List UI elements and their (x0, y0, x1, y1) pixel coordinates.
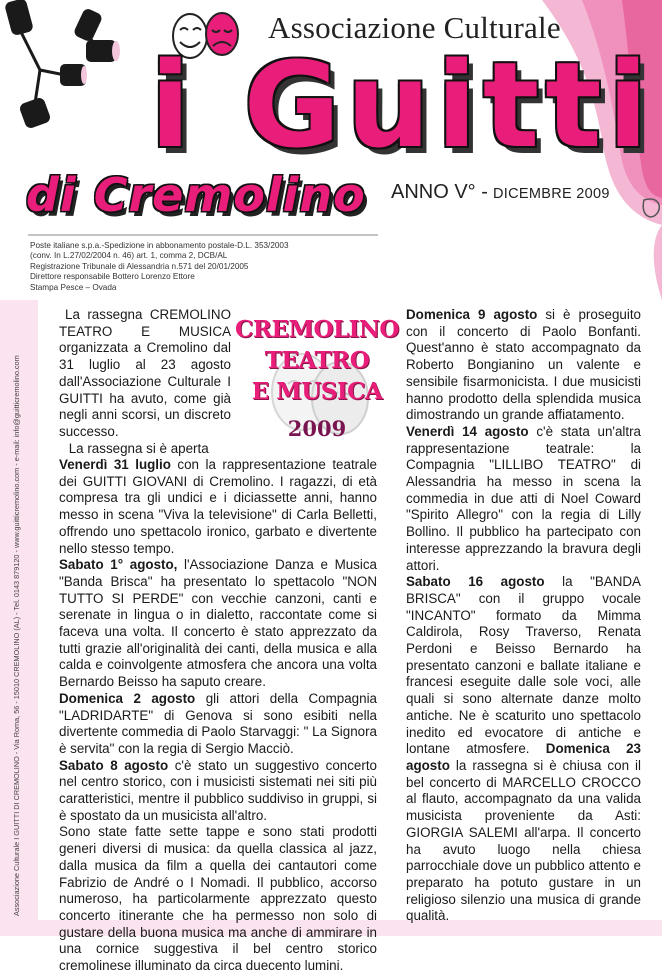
paragraph (406, 307, 641, 424)
registration-line: (conv. In L.27/02/2004 n. 46) art. 1, comma 2, DCB/AL (30, 251, 228, 261)
paragraph (59, 758, 377, 825)
registration-line: Stampa Pesce – Ovada (30, 282, 117, 292)
registration-divider (28, 234, 378, 236)
issue-year: ANNO V° - (391, 181, 488, 203)
article-column-left (59, 457, 377, 975)
paragraph (59, 691, 377, 758)
event-date: Venerdì 14 agosto (406, 423, 529, 439)
paragraph: La rassegna CREMOLINO TEATRO E MUSICA organizzata a Cremolino dal 31 luglio al 23 agosto dall'Associazione Culturale I GUITTI ha avuto, come già negli anni scorsi, un discreto successo. (59, 307, 231, 439)
text-run: gli attori della Compagnia "LADRIDARTE" di Genova si sono esibiti nella divertente commedia di Paolo Starvaggi: " La Signora è servita" con la regia di Sergio Macciò. (59, 690, 377, 756)
paragraph (406, 424, 641, 574)
paragraph (59, 441, 231, 458)
stage-light-icon (0, 0, 130, 160)
event-date: Domenica 9 agosto (406, 307, 538, 322)
text-run: si è proseguito con il concerto di Paolo Bonfanti. Quest'anno è stato accompagnato da Roberto Bongianino un valente e sensibile fisarmonicista. I due musicisti hanno prodotto della splendida musica dimostrando un grande affiatamento. (406, 307, 641, 423)
event-title-line: E MUSICA (251, 378, 383, 405)
text-run: la rassegna si è chiusa con il bel concerto di MARCELLO CROCCO al flauto, accompagnato da una valida musicista proveniente da Asti: GIORGIA SALEMI all'arpa. Il concerto ha avuto luogo nella chiesa parrocchiale dove un pubblico attento e preparato ha potuto gustare in un religioso silenzio una musica di grande qualità. (406, 757, 641, 924)
event-date: Sabato 16 agosto (406, 574, 545, 590)
masthead-subtitle: di Cremolino (26, 168, 366, 222)
masthead-title: i Guitti (150, 36, 655, 174)
text-run: l'Associazione Danza e Musica "Banda Brisca" ha presentato lo spettacolo "NON TUTTO SI PERDE" con vecchie canzoni, canti e serenate in lingua o in dialetto, raccontate come si faceva una volta. Il concerto è stato apprezzato da tutti grazie all'originalità dei canti, della musica e alla calda e coinvolgente atmosfera che ancora una volta Bernardo Beisso ha saputo creare. (59, 557, 377, 690)
article-column-right (406, 307, 641, 925)
text-run: La rassegna si è aperta (68, 440, 209, 456)
paragraph (59, 557, 377, 691)
event-date: Domenica 2 agosto (59, 690, 196, 706)
event-logo (234, 310, 400, 450)
event-title-line: CREMOLINO (235, 316, 399, 343)
paragraph (59, 457, 377, 557)
event-date: Domenica 23 agosto (406, 741, 641, 773)
registration-info (30, 241, 289, 293)
event-title (234, 314, 400, 407)
event-date: Venerdì 31 luglio (59, 457, 171, 472)
paragraph (406, 574, 641, 925)
event-year: 2009 (287, 416, 347, 441)
issue-info (391, 181, 610, 204)
registration-line: Direttore responsabile Bottero Lorenzo Ettore (30, 272, 195, 282)
paragraph: Sono state fatte sette tappe e sono stati prodotti generi diversi di musica: da quella classica al jazz, dalla musica da film a quella dei cantautori come Fabrizio de André o I Nomadi. Il pubblico, accorso numeroso, ha particolarmente apprezzato questo concerto itinerante che ha permesso non solo di gustare della buona musica ma anche di ammirare in una cornice suggestiva il bel centro storico cremolinese illuminato da circa duecento lumini. (59, 824, 377, 974)
registration-line: Poste italiane s.p.a.-Spedizione in abbonamento postale-D.L. 353/2003 (30, 241, 289, 250)
event-date: Sabato 8 agosto (59, 757, 169, 773)
sidebar-contact: Associazione Culturale I GUITTI DI CREMOLINO - Via Roma, 56 - 15010 CREMOLINO (AL) - Tel. 0143 879120 - www.guitticremolino.com - e-mail: info@guitticremolino.com (12, 355, 21, 916)
article-intro (59, 307, 231, 457)
event-title-line: TEATRO (264, 347, 370, 374)
issue-date: DICEMBRE 2009 (493, 186, 610, 202)
text-run: con la rappresentazione teatrale dei GUITTI GIOVANI di Cremolino. I ragazzi, di età compresa tra gli undici e i diciassette anni, hanno messo in scena "Viva la televisione" di Carla Belletti, offrendo uno spettacolo ironico, garbato e divertente nello stesso tempo. (59, 457, 377, 556)
text-run: c'è stata un'altra rappresentazione teatrale: la Compagnia "LILLIBO TEATRO" di Alessandria ha messo in scena la commedia in due atti di Noel Coward "Spirito Allegro" con la regia di Lilly Bollino. Il pubblico ha partecipato con interesse apprezzando la bravura degli attori. (406, 423, 641, 573)
registration-line: Registrazione Tribunale di Alessandria n.571 del 20/01/2005 (30, 261, 249, 271)
text-run: c'è stato un suggestivo concerto nel centro storico, con i musicisti sistemati nei siti più caratteristici, mentre il pubblico suddiviso in gruppi, si è spostato da un musicista all'altro. (59, 757, 377, 823)
text-run: la "BANDA BRISCA" con il gruppo vocale "INCANTO" formato da Mimma Caldirola, Rosy Traverso, Renata Perdoni e Beisso Bernardo ha presentato canzoni e ballate italiane e francesi eseguite dalle sole voci, alle quali si sono alternate danze molto antiche. Ne è scaturito uno spettacolo inedito ed evocatore di antiche e lontane atmosfere. (406, 574, 641, 757)
event-date: Sabato 1° agosto, (59, 557, 178, 573)
association-name: Associazione Culturale (268, 10, 561, 45)
